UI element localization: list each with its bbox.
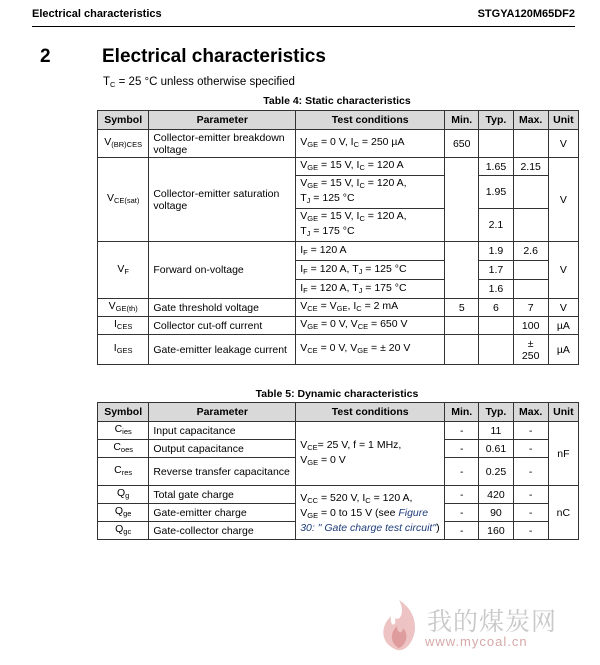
unit-cell: V — [548, 242, 578, 299]
col-max: Max. — [513, 111, 548, 130]
dynamic-table-caption: Table 5: Dynamic characteristics — [255, 388, 419, 400]
col-min: Min. — [445, 403, 479, 422]
page-header — [32, 8, 575, 27]
col-symbol: Symbol — [98, 111, 149, 130]
symbol-cell: $V_{(BR)CES}$ — [98, 130, 149, 158]
section-title: Electrical characteristics — [102, 46, 326, 67]
unit-cell: µA — [548, 317, 578, 335]
min-cell — [445, 158, 479, 242]
table-header-row — [98, 403, 579, 422]
unit-cell: nC — [548, 486, 578, 540]
condition-cell: $V_{CE}= 25$ V, f = 1 MHz, $V_{GE} = 0$ V — [296, 422, 445, 486]
typ-cell: 420 — [479, 486, 513, 504]
section-heading — [40, 46, 326, 68]
symbol-cell: $V_{CE(sat)}$ — [98, 158, 149, 242]
parameter-cell: Gate-collector charge — [149, 522, 296, 540]
typ-cell — [479, 317, 513, 335]
col-unit: Unit — [548, 403, 578, 422]
condition-cell: $I_F = 120$ A, $T_J = 125$ °C — [296, 261, 445, 280]
typ-cell: 0.61 — [479, 440, 513, 458]
parameter-cell: Gate-emitter leakage current — [149, 335, 296, 365]
col-unit: Unit — [548, 111, 578, 130]
typ-cell: 90 — [479, 504, 513, 522]
parameter-cell: Reverse transfer capacitance — [149, 458, 296, 486]
condition-cell: $V_{GE} = 0$ V, $I_C = 250$ µA — [296, 130, 445, 158]
condition-cell: $I_F = 120$ A, $T_J = 175$ °C — [296, 280, 445, 299]
unit-cell: V — [548, 299, 578, 317]
col-parameter: Parameter — [149, 403, 296, 422]
typ-cell: 0.25 — [479, 458, 513, 486]
parameter-cell: Gate threshold voltage — [149, 299, 296, 317]
static-table-caption: Table 4: Static characteristics — [263, 95, 411, 107]
symbol-cell: $Q_{ge}$ — [98, 504, 149, 522]
max-cell: - — [513, 422, 548, 440]
unit-cell: V — [548, 158, 578, 242]
col-parameter: Parameter — [149, 111, 296, 130]
symbol-cell: $V_{GE(th)}$ — [98, 299, 149, 317]
watermark-url: www.mycoal.cn — [425, 634, 528, 649]
static-characteristics-table — [97, 110, 579, 365]
col-typ: Typ. — [479, 111, 513, 130]
parameter-cell: Gate-emitter charge — [149, 504, 296, 522]
parameter-cell: Total gate charge — [149, 486, 296, 504]
typ-cell: 1.9 — [479, 242, 513, 261]
max-cell — [513, 261, 548, 280]
min-cell: 650 — [445, 130, 479, 158]
watermark-text-cn: 我的煤炭网 — [427, 607, 558, 636]
table-row — [98, 242, 579, 261]
parameter-cell: Collector cut-off current — [149, 317, 296, 335]
col-test-conditions: Test conditions — [296, 403, 445, 422]
min-cell: - — [445, 458, 479, 486]
typ-cell: 1.65 — [479, 158, 513, 176]
header-section-title: Electrical characteristics — [32, 8, 162, 20]
figure-reference-link[interactable]: Figure 30: " Gate charge test circuit" — [300, 506, 437, 534]
symbol-cell: $C_{ies}$ — [98, 422, 149, 440]
symbol-cell: $V_F$ — [98, 242, 149, 299]
flame-logo-icon — [375, 598, 423, 654]
col-test-conditions: Test conditions — [296, 111, 445, 130]
min-cell: - — [445, 440, 479, 458]
max-cell: ± 250 — [513, 335, 548, 365]
condition-cell: $V_{GE} = 15$ V, $I_C = 120$ A — [296, 158, 445, 176]
typ-cell: 2.1 — [479, 209, 513, 242]
typ-cell — [479, 130, 513, 158]
condition-cell: $I_F = 120$ A — [296, 242, 445, 261]
col-typ: Typ. — [479, 403, 513, 422]
max-cell — [513, 130, 548, 158]
min-cell: - — [445, 504, 479, 522]
condition-cell: $V_{GE} = 0$ V, $V_{CE} = 650$ V — [296, 317, 445, 335]
table-header-row — [98, 111, 579, 130]
condition-cell: $V_{CC} = 520$ V, $I_C = 120$ A, $V_{GE} = 0$ to 15 V (see Figure 30: " Gate charge test circuit") — [296, 486, 445, 540]
test-condition-note: $T_C = 25$ °C unless otherwise specified — [103, 76, 295, 89]
section-number: 2 — [40, 46, 51, 67]
unit-cell: nF — [548, 422, 578, 486]
condition-cell: $V_{GE} = 15$ V, $I_C = 120$ A, $T_J = 125$ °C — [296, 176, 445, 209]
table-row — [98, 158, 579, 176]
table-row — [98, 317, 579, 335]
table-row — [98, 335, 579, 365]
min-cell — [445, 335, 479, 365]
max-cell — [513, 176, 548, 209]
unit-cell: V — [548, 130, 578, 158]
symbol-cell: $Q_{gc}$ — [98, 522, 149, 540]
parameter-cell: Input capacitance — [149, 422, 296, 440]
max-cell — [513, 280, 548, 299]
min-cell: 5 — [445, 299, 479, 317]
max-cell: 100 — [513, 317, 548, 335]
min-cell — [445, 317, 479, 335]
condition-cell: $V_{CE} = V_{GE}$, $I_C = 2$ mA — [296, 299, 445, 317]
typ-cell: 1.6 — [479, 280, 513, 299]
col-min: Min. — [445, 111, 479, 130]
max-cell: 7 — [513, 299, 548, 317]
min-cell: - — [445, 522, 479, 540]
max-cell: - — [513, 486, 548, 504]
parameter-cell: Collector-emitter saturation voltage — [149, 158, 296, 242]
condition-cell: $V_{CE} = 0$ V, $V_{GE}$ = ± 20 V — [296, 335, 445, 365]
max-cell: - — [513, 522, 548, 540]
symbol-cell: $C_{res}$ — [98, 458, 149, 486]
min-cell: - — [445, 486, 479, 504]
max-cell: - — [513, 440, 548, 458]
typ-cell: 11 — [479, 422, 513, 440]
dynamic-characteristics-table — [97, 402, 579, 540]
parameter-cell: Output capacitance — [149, 440, 296, 458]
max-cell — [513, 209, 548, 242]
col-symbol: Symbol — [98, 403, 149, 422]
table-row — [98, 422, 579, 440]
symbol-cell: $I_{GES}$ — [98, 335, 149, 365]
table-row — [98, 486, 579, 504]
unit-cell: µA — [548, 335, 578, 365]
symbol-cell: $C_{oes}$ — [98, 440, 149, 458]
symbol-cell: $Q_g$ — [98, 486, 149, 504]
typ-cell: 160 — [479, 522, 513, 540]
typ-cell: 6 — [479, 299, 513, 317]
site-watermark — [375, 598, 580, 658]
symbol-cell: $I_{CES}$ — [98, 317, 149, 335]
col-max: Max. — [513, 403, 548, 422]
header-part-number: STGYA120M65DF2 — [477, 8, 575, 20]
condition-cell: $V_{GE} = 15$ V, $I_C = 120$ A, $T_J = 175$ °C — [296, 209, 445, 242]
typ-cell: 1.7 — [479, 261, 513, 280]
typ-cell — [479, 335, 513, 365]
min-cell: - — [445, 422, 479, 440]
max-cell: - — [513, 458, 548, 486]
max-cell: 2.6 — [513, 242, 548, 261]
typ-cell: 1.95 — [479, 176, 513, 209]
min-cell — [445, 242, 479, 299]
table-row — [98, 299, 579, 317]
parameter-cell: Forward on-voltage — [149, 242, 296, 299]
table-row — [98, 130, 579, 158]
max-cell: 2.15 — [513, 158, 548, 176]
max-cell: - — [513, 504, 548, 522]
parameter-cell: Collector-emitter breakdown voltage — [149, 130, 296, 158]
